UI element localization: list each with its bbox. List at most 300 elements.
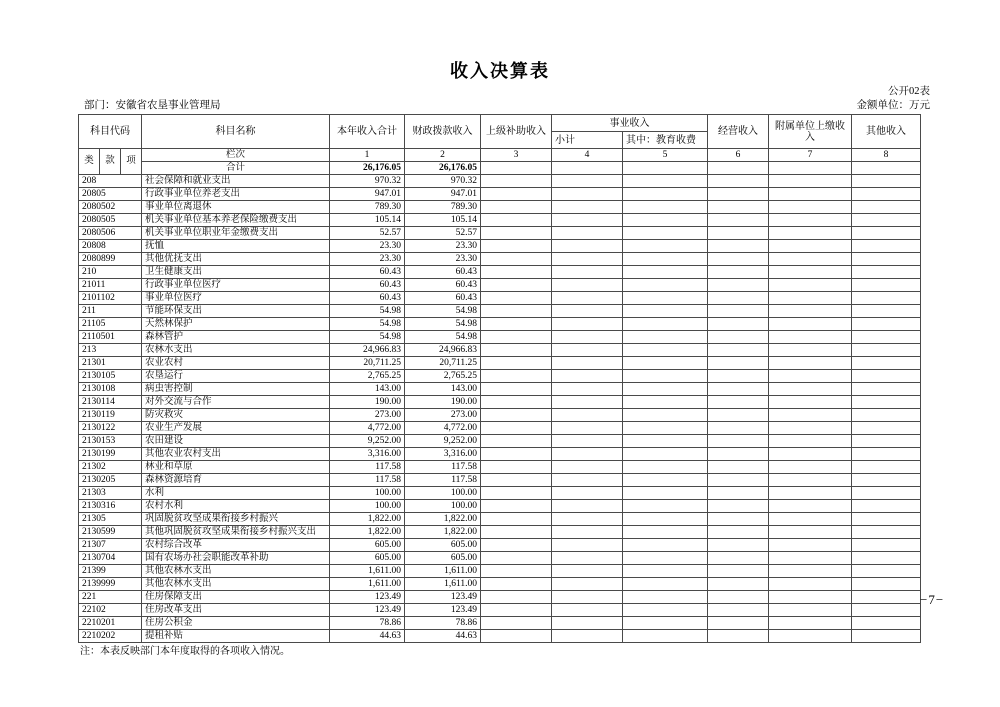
row-empty-cell: [552, 487, 623, 500]
row-empty-cell: [623, 175, 708, 188]
row-name-cell: 巩固脱贫攻坚成果衔接乡村振兴: [142, 513, 330, 526]
row-empty-cell: [481, 344, 552, 357]
row-empty-cell: [769, 240, 852, 253]
row-empty-cell: [552, 357, 623, 370]
row-code-cell: 21105: [79, 318, 142, 331]
row-empty-cell: [708, 357, 769, 370]
table-row: [79, 500, 921, 513]
row-empty-cell: [708, 409, 769, 422]
row-empty-cell: [852, 526, 921, 539]
row-name-cell: 农村水利: [142, 500, 330, 513]
row-empty-cell: [769, 565, 852, 578]
row-name-cell: 农业生产发展: [142, 422, 330, 435]
row-empty-cell: [708, 539, 769, 552]
row-empty-cell: [769, 461, 852, 474]
row-code-cell: 2130108: [79, 383, 142, 396]
row-total-cell: 4,772.00: [330, 422, 405, 435]
total-row-label: 合计: [142, 162, 330, 175]
row-empty-cell: [481, 240, 552, 253]
header-other-income: 其他收入: [852, 115, 921, 149]
row-fiscal-cell: 2,765.25: [405, 370, 481, 383]
table-row: [79, 435, 921, 448]
column-index-row: [79, 149, 921, 162]
row-code-cell: 21307: [79, 539, 142, 552]
department-label: 部门：安徽省农垦事业管理局: [84, 100, 221, 111]
row-empty-cell: [708, 292, 769, 305]
row-code-cell: 21302: [79, 461, 142, 474]
row-empty-cell: [623, 383, 708, 396]
table-row: [79, 396, 921, 409]
row-empty-cell: [552, 539, 623, 552]
row-fiscal-cell: 105.14: [405, 214, 481, 227]
row-empty-cell: [481, 370, 552, 383]
row-empty-cell: [623, 344, 708, 357]
row-fiscal-cell: 1,822.00: [405, 526, 481, 539]
row-empty-cell: [623, 318, 708, 331]
table-row: [79, 526, 921, 539]
row-empty-cell: [852, 604, 921, 617]
row-empty-cell: [708, 552, 769, 565]
table-row: [79, 214, 921, 227]
table-row: [79, 565, 921, 578]
header-subject-name: 科目名称: [142, 115, 330, 149]
row-empty-cell: [769, 318, 852, 331]
row-empty-cell: [481, 565, 552, 578]
row-total-cell: 273.00: [330, 409, 405, 422]
row-empty-cell: [623, 604, 708, 617]
row-empty-cell: [623, 500, 708, 513]
row-code-cell: 2130114: [79, 396, 142, 409]
row-empty-cell: [481, 630, 552, 643]
row-empty-cell: [552, 201, 623, 214]
column-number: 4: [552, 149, 623, 162]
row-code-cell: 2130599: [79, 526, 142, 539]
row-empty-cell: [852, 461, 921, 474]
row-empty-cell: [708, 344, 769, 357]
row-empty-cell: [552, 240, 623, 253]
form-number: 公开02表: [888, 86, 930, 97]
row-empty-cell: [552, 175, 623, 188]
row-empty-cell: [552, 630, 623, 643]
row-fiscal-cell: 605.00: [405, 552, 481, 565]
row-name-cell: 提租补贴: [142, 630, 330, 643]
row-empty-cell: [481, 357, 552, 370]
row-code-cell: 21305: [79, 513, 142, 526]
row-code-cell: 2130316: [79, 500, 142, 513]
row-empty-cell: [552, 513, 623, 526]
table-row: [79, 279, 921, 292]
row-empty-cell: [708, 305, 769, 318]
row-total-cell: 1,822.00: [330, 513, 405, 526]
row-total-cell: 123.49: [330, 604, 405, 617]
row-code-cell: 22102: [79, 604, 142, 617]
row-fiscal-cell: 24,966.83: [405, 344, 481, 357]
row-empty-cell: [769, 279, 852, 292]
row-empty-cell: [623, 331, 708, 344]
table-row: [79, 448, 921, 461]
row-code-cell: 21399: [79, 565, 142, 578]
row-total-cell: 20,711.25: [330, 357, 405, 370]
table-row: [79, 552, 921, 565]
empty-cell: [481, 162, 552, 175]
row-empty-cell: [769, 266, 852, 279]
row-empty-cell: [852, 266, 921, 279]
table-row: [79, 253, 921, 266]
table-row: [79, 370, 921, 383]
row-empty-cell: [852, 422, 921, 435]
row-empty-cell: [552, 448, 623, 461]
row-empty-cell: [708, 435, 769, 448]
row-empty-cell: [769, 292, 852, 305]
row-empty-cell: [481, 435, 552, 448]
row-empty-cell: [623, 227, 708, 240]
row-empty-cell: [708, 188, 769, 201]
row-empty-cell: [708, 448, 769, 461]
row-empty-cell: [852, 409, 921, 422]
row-empty-cell: [481, 214, 552, 227]
row-empty-cell: [769, 630, 852, 643]
row-empty-cell: [852, 240, 921, 253]
row-total-cell: 1,822.00: [330, 526, 405, 539]
row-total-cell: 117.58: [330, 461, 405, 474]
row-name-cell: 农垦运行: [142, 370, 330, 383]
table-row: [79, 513, 921, 526]
row-empty-cell: [852, 565, 921, 578]
row-fiscal-cell: 54.98: [405, 331, 481, 344]
row-fiscal-cell: 44.63: [405, 630, 481, 643]
row-name-cell: 天然林保护: [142, 318, 330, 331]
row-fiscal-cell: 78.86: [405, 617, 481, 630]
table-row: [79, 318, 921, 331]
empty-cell: [708, 162, 769, 175]
row-empty-cell: [769, 188, 852, 201]
row-empty-cell: [852, 370, 921, 383]
row-total-cell: 605.00: [330, 552, 405, 565]
column-number: 8: [852, 149, 921, 162]
row-empty-cell: [769, 409, 852, 422]
row-name-cell: 住房保障支出: [142, 591, 330, 604]
row-fiscal-cell: 100.00: [405, 487, 481, 500]
row-empty-cell: [708, 201, 769, 214]
row-name-cell: 森林资源培育: [142, 474, 330, 487]
row-empty-cell: [708, 266, 769, 279]
row-empty-cell: [481, 383, 552, 396]
row-empty-cell: [769, 513, 852, 526]
row-name-cell: 防灾救灾: [142, 409, 330, 422]
row-fiscal-cell: 4,772.00: [405, 422, 481, 435]
row-empty-cell: [708, 370, 769, 383]
row-fiscal-cell: 1,611.00: [405, 578, 481, 591]
page-title: 收入决算表: [450, 61, 550, 81]
row-code-cell: 2130199: [79, 448, 142, 461]
grand-total-value: 26,176.05: [330, 162, 405, 175]
column-number: 5: [623, 149, 708, 162]
row-empty-cell: [852, 396, 921, 409]
row-empty-cell: [481, 474, 552, 487]
row-empty-cell: [852, 292, 921, 305]
header-subtotal: 小计: [552, 132, 623, 149]
table-row: [79, 357, 921, 370]
row-fiscal-cell: 60.43: [405, 292, 481, 305]
row-empty-cell: [852, 188, 921, 201]
row-total-cell: 100.00: [330, 487, 405, 500]
row-fiscal-cell: 1,611.00: [405, 565, 481, 578]
row-empty-cell: [708, 227, 769, 240]
row-empty-cell: [481, 175, 552, 188]
row-empty-cell: [769, 305, 852, 318]
row-empty-cell: [481, 227, 552, 240]
row-name-cell: 机关事业单位基本养老保险缴费支出: [142, 214, 330, 227]
row-total-cell: 44.63: [330, 630, 405, 643]
row-empty-cell: [769, 201, 852, 214]
row-empty-cell: [623, 487, 708, 500]
row-empty-cell: [552, 370, 623, 383]
row-empty-cell: [769, 487, 852, 500]
empty-cell: [552, 162, 623, 175]
row-total-cell: 123.49: [330, 591, 405, 604]
row-code-cell: 2080899: [79, 253, 142, 266]
row-code-cell: 213: [79, 344, 142, 357]
row-fiscal-cell: 117.58: [405, 474, 481, 487]
row-empty-cell: [623, 292, 708, 305]
row-code-cell: 2101102: [79, 292, 142, 305]
row-name-cell: 事业单位医疗: [142, 292, 330, 305]
row-code-cell: 2130105: [79, 370, 142, 383]
row-code-cell: 2130205: [79, 474, 142, 487]
row-total-cell: 60.43: [330, 292, 405, 305]
row-empty-cell: [769, 214, 852, 227]
row-empty-cell: [481, 331, 552, 344]
table-row: [79, 227, 921, 240]
row-total-cell: 947.01: [330, 188, 405, 201]
row-empty-cell: [708, 578, 769, 591]
row-total-cell: 54.98: [330, 331, 405, 344]
row-empty-cell: [708, 461, 769, 474]
row-empty-cell: [623, 305, 708, 318]
row-fiscal-cell: 3,316.00: [405, 448, 481, 461]
row-code-cell: 2139999: [79, 578, 142, 591]
row-empty-cell: [623, 461, 708, 474]
row-total-cell: 2,765.25: [330, 370, 405, 383]
row-empty-cell: [552, 461, 623, 474]
header-subject-code: 科目代码: [79, 115, 142, 149]
row-empty-cell: [769, 175, 852, 188]
row-name-cell: 其他农林水支出: [142, 565, 330, 578]
row-code-cell: 20808: [79, 240, 142, 253]
row-empty-cell: [481, 253, 552, 266]
header-fiscal-income: 财政拨款收入: [405, 115, 481, 149]
row-empty-cell: [481, 617, 552, 630]
table-row: [79, 604, 921, 617]
row-empty-cell: [623, 591, 708, 604]
row-empty-cell: [481, 448, 552, 461]
row-empty-cell: [552, 474, 623, 487]
row-fiscal-cell: 190.00: [405, 396, 481, 409]
row-empty-cell: [552, 188, 623, 201]
row-empty-cell: [769, 227, 852, 240]
column-number: 3: [481, 149, 552, 162]
row-total-cell: 190.00: [330, 396, 405, 409]
row-fiscal-cell: 23.30: [405, 253, 481, 266]
row-code-cell: 221: [79, 591, 142, 604]
row-code-cell: 20805: [79, 188, 142, 201]
row-empty-cell: [623, 279, 708, 292]
header-section: 款: [100, 149, 121, 175]
row-name-cell: 其他巩固脱贫攻坚成果衔接乡村振兴支出: [142, 526, 330, 539]
row-name-cell: 国有农场办社会职能改革补助: [142, 552, 330, 565]
row-total-cell: 970.32: [330, 175, 405, 188]
header-row-1: [79, 115, 921, 132]
amount-unit-label: 金额单位：万元: [856, 100, 930, 111]
page-number: −7−: [920, 592, 945, 607]
row-total-cell: 100.00: [330, 500, 405, 513]
row-fiscal-cell: 60.43: [405, 279, 481, 292]
row-name-cell: 行政事业单位养老支出: [142, 188, 330, 201]
row-total-cell: 52.57: [330, 227, 405, 240]
row-total-cell: 54.98: [330, 305, 405, 318]
row-empty-cell: [708, 565, 769, 578]
row-empty-cell: [481, 201, 552, 214]
row-empty-cell: [623, 630, 708, 643]
row-empty-cell: [623, 188, 708, 201]
row-total-cell: 3,316.00: [330, 448, 405, 461]
row-empty-cell: [852, 487, 921, 500]
row-empty-cell: [708, 240, 769, 253]
table-row: [79, 461, 921, 474]
table-row: [79, 292, 921, 305]
table-row: [79, 266, 921, 279]
row-empty-cell: [552, 591, 623, 604]
row-empty-cell: [481, 279, 552, 292]
row-empty-cell: [708, 214, 769, 227]
row-empty-cell: [708, 383, 769, 396]
table-row: [79, 240, 921, 253]
header-superior-subsidy: 上级补助收入: [481, 115, 552, 149]
row-empty-cell: [481, 266, 552, 279]
row-empty-cell: [769, 253, 852, 266]
row-empty-cell: [552, 305, 623, 318]
row-empty-cell: [852, 305, 921, 318]
row-empty-cell: [481, 578, 552, 591]
row-total-cell: 54.98: [330, 318, 405, 331]
row-empty-cell: [769, 396, 852, 409]
row-empty-cell: [623, 435, 708, 448]
row-fiscal-cell: 54.98: [405, 305, 481, 318]
table-row: [79, 201, 921, 214]
header-total-income: 本年收入合计: [330, 115, 405, 149]
row-empty-cell: [552, 409, 623, 422]
row-fiscal-cell: 970.32: [405, 175, 481, 188]
row-empty-cell: [552, 617, 623, 630]
row-empty-cell: [769, 474, 852, 487]
row-code-cell: 2130119: [79, 409, 142, 422]
row-empty-cell: [708, 617, 769, 630]
column-row-label: 栏次: [142, 149, 330, 162]
row-code-cell: 2080502: [79, 201, 142, 214]
row-empty-cell: [552, 422, 623, 435]
row-empty-cell: [852, 331, 921, 344]
column-number: 6: [708, 149, 769, 162]
row-name-cell: 社会保障和就业支出: [142, 175, 330, 188]
row-empty-cell: [481, 604, 552, 617]
row-code-cell: 211: [79, 305, 142, 318]
row-empty-cell: [552, 552, 623, 565]
row-name-cell: 事业单位离退休: [142, 201, 330, 214]
row-empty-cell: [769, 331, 852, 344]
row-empty-cell: [769, 435, 852, 448]
row-empty-cell: [769, 448, 852, 461]
row-name-cell: 农田建设: [142, 435, 330, 448]
row-empty-cell: [852, 435, 921, 448]
row-empty-cell: [852, 578, 921, 591]
row-fiscal-cell: 60.43: [405, 266, 481, 279]
row-empty-cell: [481, 513, 552, 526]
row-empty-cell: [552, 578, 623, 591]
row-name-cell: 行政事业单位医疗: [142, 279, 330, 292]
row-total-cell: 143.00: [330, 383, 405, 396]
row-empty-cell: [481, 318, 552, 331]
row-empty-cell: [623, 552, 708, 565]
row-empty-cell: [623, 253, 708, 266]
table-row: [79, 578, 921, 591]
row-empty-cell: [623, 266, 708, 279]
row-empty-cell: [552, 292, 623, 305]
row-fiscal-cell: 143.00: [405, 383, 481, 396]
row-empty-cell: [552, 344, 623, 357]
row-empty-cell: [481, 396, 552, 409]
row-empty-cell: [481, 539, 552, 552]
row-fiscal-cell: 9,252.00: [405, 435, 481, 448]
row-empty-cell: [769, 617, 852, 630]
row-empty-cell: [708, 630, 769, 643]
row-total-cell: 60.43: [330, 279, 405, 292]
row-empty-cell: [769, 552, 852, 565]
row-name-cell: 森林管护: [142, 331, 330, 344]
column-number: 7: [769, 149, 852, 162]
row-empty-cell: [623, 422, 708, 435]
row-empty-cell: [552, 383, 623, 396]
row-fiscal-cell: 789.30: [405, 201, 481, 214]
row-fiscal-cell: 52.57: [405, 227, 481, 240]
row-name-cell: 农林水支出: [142, 344, 330, 357]
row-empty-cell: [623, 513, 708, 526]
row-code-cell: 2130122: [79, 422, 142, 435]
row-code-cell: 2130704: [79, 552, 142, 565]
row-name-cell: 其他农林水支出: [142, 578, 330, 591]
row-total-cell: 24,966.83: [330, 344, 405, 357]
row-code-cell: 208: [79, 175, 142, 188]
table-row: [79, 422, 921, 435]
row-empty-cell: [769, 357, 852, 370]
table-row: [79, 474, 921, 487]
row-empty-cell: [852, 227, 921, 240]
row-fiscal-cell: 947.01: [405, 188, 481, 201]
row-empty-cell: [552, 227, 623, 240]
table-row: [79, 591, 921, 604]
row-empty-cell: [708, 279, 769, 292]
row-empty-cell: [852, 474, 921, 487]
row-name-cell: 病虫害控制: [142, 383, 330, 396]
column-number: 2: [405, 149, 481, 162]
row-empty-cell: [481, 409, 552, 422]
row-fiscal-cell: 1,822.00: [405, 513, 481, 526]
row-empty-cell: [852, 279, 921, 292]
row-empty-cell: [708, 175, 769, 188]
row-empty-cell: [852, 539, 921, 552]
table-row: [79, 305, 921, 318]
row-empty-cell: [708, 422, 769, 435]
row-empty-cell: [852, 175, 921, 188]
